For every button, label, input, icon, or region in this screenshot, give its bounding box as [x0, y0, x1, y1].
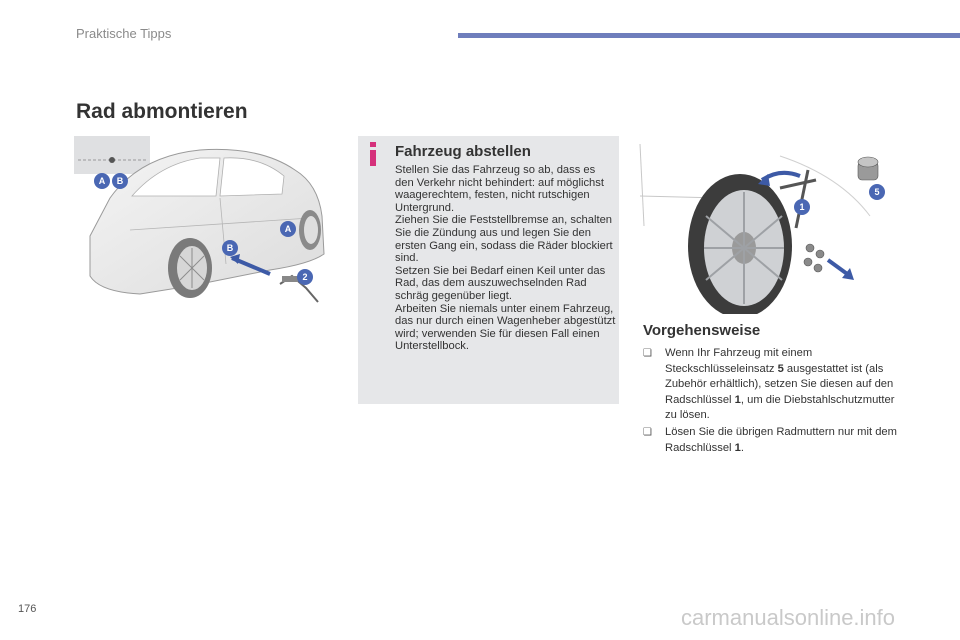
- procedure-title: Vorgehensweise: [643, 322, 761, 339]
- info-paragraph: Ziehen Sie die Feststellbremse an, schalten Sie die Zündung aus und legen Sie den ersten Gang ein, sodass die Räder blockiert sind.: [395, 214, 613, 265]
- callout-1: 1: [799, 202, 805, 212]
- callout-b-inset: B: [116, 176, 124, 186]
- page-title: Rad abmontieren: [76, 100, 248, 123]
- list-item: ❏ Lösen Sie die übrigen Radmuttern nur mit dem Radschlüssel 1.: [643, 425, 897, 454]
- info-paragraph: Stellen Sie das Fahrzeug so ab, dass es den Verkehr nicht behindert: auf möglichst waagerechtem, festen, nicht rutschigen Untergrund.: [395, 164, 604, 214]
- info-paragraph: Setzen Sie bei Bedarf einen Keil unter das Rad, das dem auszuwechselnden Rad schräg gegenüber liegt.: [395, 264, 606, 302]
- callout-b: B: [226, 243, 234, 253]
- callout-2: 2: [302, 272, 308, 282]
- checkbox-icon: ❏: [643, 348, 652, 359]
- procedure-steps: [643, 346, 905, 457]
- section-label: Praktische Tipps: [76, 26, 172, 41]
- info-icon: [366, 142, 380, 166]
- info-box-title: Fahrzeug abstellen: [395, 143, 531, 160]
- list-item: ❏ Wenn Ihr Fahrzeug mit einem Steckschlüsseleinsatz 5 ausgestattet ist (als Zubehör erhältlich), setzen Sie diesen auf den Radschlüssel 1, um die Diebstahlschutzmutter zu lösen.: [643, 347, 895, 422]
- checkbox-icon: ❏: [643, 426, 652, 438]
- info-box-text: [395, 164, 617, 353]
- header-accent-bar: [458, 33, 960, 38]
- wheel-wrench-illustration: [630, 136, 895, 314]
- page-number: 176: [18, 603, 37, 615]
- jack-points-illustration: [70, 136, 345, 311]
- info-box: [358, 136, 619, 404]
- watermark: carmanualsonline.info: [681, 605, 896, 630]
- info-paragraph: Arbeiten Sie niemals unter einem Fahrzeug, das nur durch einen Wagenheber abgestützt wird; verwenden Sie für diesen Fall einen Unterstellbock.: [395, 302, 616, 353]
- callout-a-inset: A: [98, 176, 106, 186]
- callout-a: A: [284, 224, 292, 234]
- callout-5: 5: [874, 187, 880, 197]
